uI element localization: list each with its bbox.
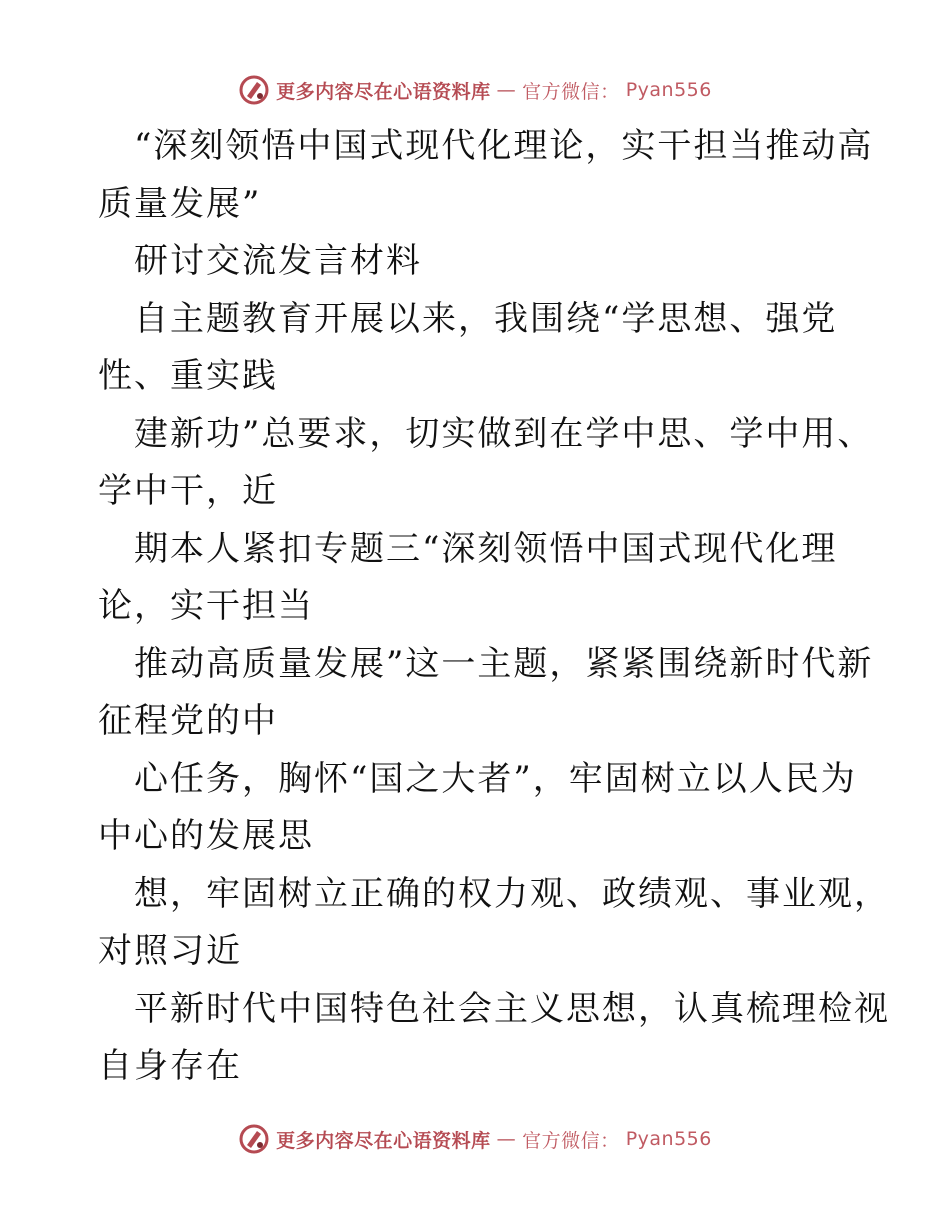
footer-brand <box>238 1123 712 1155</box>
text-line: 建新功”总要求，切实做到在学中思、学中用、 <box>134 413 874 454</box>
header-wechat-label: 官方微信： <box>522 80 620 103</box>
footer-brand-text: 更多内容尽在心语资料库 <box>276 1129 491 1152</box>
text-line: 平新时代中国特色社会主义思想，认真梳理检视 <box>134 988 890 1029</box>
text-line: 自主题教育开展以来，我围绕“学思想、强党 <box>134 298 838 339</box>
page-footer <box>0 1119 950 1159</box>
text-line: 质量发展” <box>98 183 262 224</box>
text-line: 推动高质量发展”这一主题，紧紧围绕新时代新 <box>134 643 874 684</box>
text-line: 性、重实践 <box>98 356 278 396</box>
text-line: 研讨交流发言材料 <box>134 241 422 281</box>
page-header <box>0 70 950 110</box>
footer-wechat-id: Pyan556 <box>625 1128 712 1150</box>
header-wechat-id: Pyan556 <box>625 79 712 101</box>
header-brand-text: 更多内容尽在心语资料库 <box>276 80 491 103</box>
text-line: 想，牢固树立正确的权力观、政绩观、事业观， <box>134 873 890 914</box>
text-line: “深刻领悟中国式现代化理论，实干担当推动高 <box>134 126 874 166</box>
header-brand <box>238 74 712 106</box>
brand-logo-icon <box>238 74 270 106</box>
brand-logo-icon <box>238 1123 270 1155</box>
text-line: 自身存在 <box>98 1046 242 1086</box>
text-line: 心任务，胸怀“国之大者”，牢固树立以人民为 <box>134 758 857 799</box>
footer-wechat-label: 官方微信： <box>522 1129 620 1152</box>
text-line: 期本人紧扣专题三“深刻领悟中国式现代化理 <box>134 528 838 569</box>
text-line: 中心的发展思 <box>98 816 314 856</box>
header-dash: — <box>496 79 517 101</box>
footer-dash: — <box>496 1128 517 1150</box>
document-body <box>98 118 890 1096</box>
text-line: 学中干，近 <box>98 471 278 511</box>
text-line: 对照习近 <box>98 931 242 971</box>
text-line: 征程党的中 <box>98 701 278 741</box>
text-line: 论，实干担当 <box>98 586 314 626</box>
